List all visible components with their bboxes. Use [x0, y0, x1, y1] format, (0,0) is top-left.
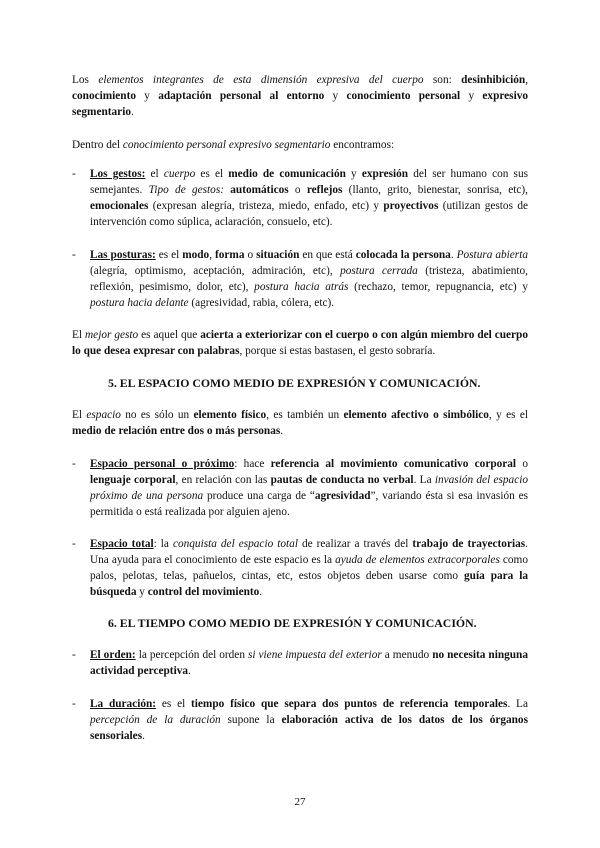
text-run: (utilizan gestos de intervención como súplica, aclaración, consuelo, etc).	[90, 200, 528, 228]
text-run: reflejos	[306, 184, 343, 196]
posturas-text	[90, 247, 528, 311]
text-run: referencia al movimiento comunicativo corporal	[270, 458, 517, 470]
text-run: Tipo de gestos:	[148, 184, 224, 196]
text-run: espacio	[86, 409, 121, 421]
text-run: .	[259, 586, 263, 598]
text-run: o	[288, 184, 307, 196]
text-run: a menudo	[381, 649, 433, 661]
list-item-duracion	[72, 696, 528, 744]
text-run: (rechazo, temor, repugnancia, etc) y	[348, 281, 528, 293]
text-run: (expresan alegría, tristeza, miedo, enfado, etc) y	[148, 200, 384, 212]
text-run: si viene impuesta del exterior	[247, 649, 382, 661]
text-run: trabajo de trayectorias	[412, 538, 526, 550]
text-run: , y es el	[488, 409, 528, 421]
text-run: , es también un	[266, 409, 344, 421]
text-run: elemento físico	[193, 409, 267, 421]
text-run: conocimiento personal	[346, 90, 461, 102]
text-run: no necesita ninguna actividad perceptiva	[90, 649, 528, 677]
list-item-gestos	[72, 166, 528, 230]
duracion-text	[90, 696, 528, 744]
text-run: . La	[507, 698, 528, 710]
text-run: el	[145, 168, 164, 180]
gestos-text	[90, 166, 528, 230]
text-run: proyectivos	[383, 200, 439, 212]
text-run: . Una ayuda para el conocimiento de este espacio es la	[90, 538, 528, 566]
text-run: mejor gesto	[85, 329, 139, 341]
text-run: pautas de conducta no verbal	[270, 474, 414, 486]
mejor-gesto-paragraph	[72, 327, 528, 359]
text-run: elaboración activa de los datos de los órganos sensoriales	[90, 714, 528, 742]
text-run: es el	[195, 168, 229, 180]
text-run: : la	[153, 538, 173, 550]
text-run: es el	[156, 698, 192, 710]
list-item-espacio-total	[72, 536, 529, 600]
text-run: postura hacia atrás	[254, 281, 349, 293]
text-run: elemento afectivo o simbólico	[343, 409, 489, 421]
text-run: y	[324, 90, 347, 102]
text-run: es el	[155, 249, 183, 261]
section-heading-6: 6. EL TIEMPO COMO MEDIO DE EXPRESIÓN Y COMUNICACIÓN.	[108, 616, 477, 630]
section-heading-5: 5. EL ESPACIO COMO MEDIO DE EXPRESIÓN Y COMUNICACIÓN.	[108, 376, 481, 390]
list-dash: -	[72, 168, 76, 180]
list-dash: -	[72, 458, 76, 470]
text-run: adaptación personal al entorno	[158, 90, 325, 102]
text-run: conquista del espacio total	[172, 538, 298, 550]
text-run: expresivo segmentario	[72, 90, 529, 118]
text-run: percepción de la duración	[90, 714, 221, 726]
page-number: 27	[294, 796, 306, 808]
espacio-paragraph	[72, 407, 528, 439]
text-run: : hace	[234, 458, 271, 470]
text-run: del ser humano con sus semejantes.	[90, 168, 528, 196]
text-run: El	[72, 329, 86, 341]
list-item-orden	[72, 647, 528, 679]
text-run: invasión del espacio próximo de una persona	[90, 474, 528, 502]
text-run: no es sólo un	[120, 409, 194, 421]
text-run: agresividad	[314, 490, 371, 502]
text-run: La duración:	[90, 698, 157, 710]
text-run: postura hacia delante	[90, 297, 189, 309]
text-run: expresión	[361, 168, 409, 180]
text-run: Postura abierta	[456, 249, 528, 261]
text-run: y	[460, 90, 483, 102]
text-run: colocada la persona	[355, 249, 451, 261]
text-run: ,	[209, 249, 215, 261]
text-run: situación	[256, 249, 300, 261]
text-run: forma	[215, 249, 245, 261]
text-run: en que está	[299, 249, 356, 261]
segmentario-intro	[72, 137, 528, 153]
text-run: , en relación con las	[175, 474, 271, 486]
text-run: y	[136, 586, 148, 598]
text-run: Las posturas:	[90, 249, 156, 261]
text-run: (tristeza, abatimiento, reflexión, pesimismo, dolor, etc),	[90, 265, 528, 293]
text-run: y	[136, 90, 159, 102]
orden-text	[90, 647, 528, 679]
text-run: o	[244, 249, 257, 261]
text-run: .	[450, 249, 457, 261]
intro-paragraph	[72, 72, 528, 120]
text-run: desinhibición	[461, 74, 526, 86]
text-run: medio de relación entre dos o más personas	[72, 425, 281, 437]
text-run: .	[130, 106, 134, 118]
text-run: El orden:	[90, 649, 136, 661]
list-dash: -	[72, 698, 76, 710]
text-run: acierta a exteriorizar con el cuerpo o con algún miembro del cuerpo lo que desea expresar con palabras	[72, 329, 528, 357]
text-run: postura cerrada	[340, 265, 418, 277]
text-run: son:	[423, 74, 462, 86]
text-run: ayuda de elementos extracorporales	[335, 554, 500, 566]
text-run: Dentro del	[72, 139, 123, 151]
text-run: medio de comunicación	[228, 168, 346, 180]
text-run: como palos, pelotas, telas, pañuelos, cintas, etc, estos objetos deben usarse como	[90, 554, 528, 582]
text-run: (alegría, optimismo, aceptación, admiración, etc),	[90, 265, 341, 277]
list-dash: -	[72, 649, 76, 661]
text-run: .	[188, 665, 191, 677]
text-run: conocimiento	[72, 90, 137, 102]
text-run: ,	[525, 74, 529, 86]
text-run: El	[72, 409, 87, 421]
text-run: Espacio total	[90, 538, 154, 550]
text-run: .	[280, 425, 284, 437]
text-run: cuerpo	[163, 168, 196, 180]
text-run: emocionales	[90, 200, 149, 212]
text-run: Los	[72, 74, 99, 86]
text-run: automáticos	[230, 184, 289, 196]
text-run: . La	[413, 474, 435, 486]
text-run: y	[345, 168, 362, 180]
text-run: es aquel que	[138, 329, 201, 341]
text-run: (llanto, grito, bienestar, sonrisa, etc),	[342, 184, 528, 196]
espacio-total-text	[90, 536, 528, 600]
text-run: control del movimiento	[147, 586, 260, 598]
text-run: modo	[182, 249, 210, 261]
text-run: guía para la búsqueda	[90, 570, 529, 598]
text-run: tiempo físico que separa dos puntos de referencia temporales	[191, 698, 508, 710]
text-run: o	[516, 458, 528, 470]
text-run: supone la	[220, 714, 282, 726]
text-run: encontramos:	[330, 139, 395, 151]
text-run: de realizar a través del	[297, 538, 413, 550]
text-run: produce una carga de “	[203, 490, 315, 502]
text-run: , porque si estas bastasen, el gesto sobraría.	[239, 345, 436, 357]
text-run: lenguaje corporal	[90, 474, 176, 486]
text-run: (agresividad, rabia, cólera, etc).	[188, 297, 335, 309]
text-run: .	[142, 730, 145, 742]
text-run: elementos integrantes de esta dimensión expresiva del cuerpo	[98, 74, 424, 86]
list-dash: -	[72, 538, 76, 550]
list-item-espacio-personal	[72, 456, 528, 520]
text-run: ”, variando ésta si esa invasión es permitida o está realizada por alguien ajeno.	[90, 490, 528, 518]
list-dash: -	[72, 249, 76, 261]
espacio-personal-text	[90, 456, 528, 520]
text-run: Los gestos:	[90, 168, 146, 180]
text-run: conocimiento personal expresivo segmentario	[122, 139, 331, 151]
text-run: la percepción del orden	[135, 649, 248, 661]
text-run: Espacio personal o próximo	[90, 458, 235, 470]
list-item-posturas	[72, 247, 528, 311]
